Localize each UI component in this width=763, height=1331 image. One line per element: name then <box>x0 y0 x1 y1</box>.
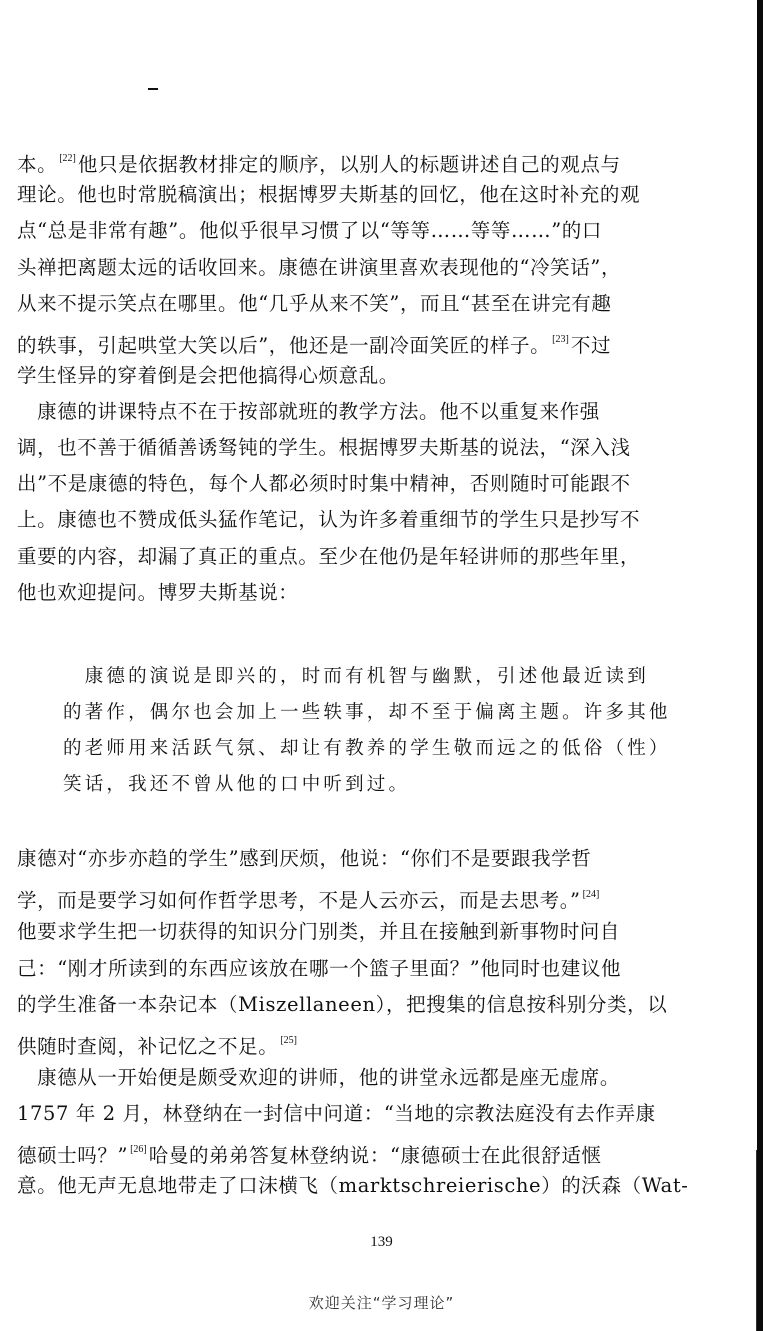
footnote-ref: [26] <box>130 1144 147 1155</box>
text-line: 头禅把离题太远的话收回来。康德在讲演里喜欢表现他的“冷笑话”， <box>17 256 622 279</box>
text-line: 点“总是非常有趣”。他似乎很早习惯了以“等等……等等……”的口 <box>17 219 602 242</box>
scan-edge <box>757 0 763 1331</box>
page-number: 139 <box>370 1234 393 1250</box>
text-line: 供随时查阅，补记忆之不足。 [25] <box>17 1035 297 1058</box>
text-line: 康德从一开始便是颇受欢迎的讲师，他的讲堂永远都是座无虚席。 <box>17 1066 621 1089</box>
text-line: 学生怪异的穿着倒是会把他搞得心烦意乱。 <box>17 364 399 387</box>
text-line: 出”不是康德的特色，每个人都必须时时集中精神，否则随时可能跟不 <box>17 472 631 495</box>
text-line: 他也欢迎提问。博罗夫斯基说： <box>17 581 299 604</box>
text-line: 他要求学生把一切获得的知识分门别类，并且在接触到新事物时问自 <box>17 920 621 943</box>
scan-speck <box>148 88 158 90</box>
text-line: 上。康德也不赞成低头猛作笔记，认为许多着重细节的学生只是抄写不 <box>17 508 641 531</box>
text-line: 1757 年 2 月，林登纳在一封信中问道：“当地的宗教法庭没有去作弄康 <box>17 1102 656 1125</box>
text-line: 理论。他也时常脱稿演出；根据博罗夫斯基的回忆，他在这时补充的观 <box>17 183 641 206</box>
footnote-ref: [23] <box>552 334 569 345</box>
text-line: 德硕士吗？” [26] 哈曼的弟弟答复林登纳说：“康德硕士在此很舒适惬 <box>17 1144 602 1167</box>
text-line: 重要的内容，却漏了真正的重点。至少在他仍是年轻讲师的那些年里， <box>17 545 641 568</box>
text-line: 康德的讲课特点不在于按部就班的教学方法。他不以重复来作强 <box>17 400 600 423</box>
text-line: 本。 [22] 他只是依据教材排定的顺序，以别人的标题讲述自己的观点与 <box>17 153 621 176</box>
footnote-ref: [24] <box>582 889 600 900</box>
quote-line: 的著作，偶尔也会加上一些轶事，却不至于偏离主题。许多其他 <box>63 702 671 723</box>
quote-line: 笑话，我还不曾从他的口中听到过。 <box>63 774 411 795</box>
text-line: 学，而是要学习如何作哲学思考，不是人云亦云，而是去思考。” [24] <box>17 889 600 912</box>
quote-line: 康德的演说是即兴的，时而有机智与幽默，引述他最近读到 <box>63 666 649 687</box>
footnote-ref: [25] <box>280 1035 297 1046</box>
text-line: 意。他无声无息地带走了口沫横飞（marktschreierische）的沃森（Wat- <box>17 1174 689 1197</box>
text-line: 的学生准备一本杂记本（Miszellaneen），把搜集的信息按科别分类，以 <box>17 993 668 1016</box>
text-line: 的轶事，引起哄堂大笑以后”，他还是一副冷面笑匠的样子。 [23] 不过 <box>17 334 612 357</box>
footnote-ref: [22] <box>59 153 76 164</box>
footer-note: 欢迎关注“学习理论” <box>308 1294 455 1312</box>
text-line: 己：“刚才所读到的东西应该放在哪一个篮子里面？”他同时也建议他 <box>17 957 622 980</box>
quote-line: 的老师用来活跃气氛、却让有教养的学生敬而远之的低俗（性） <box>63 738 671 759</box>
text-line: 调，也不善于循循善诱驽钝的学生。根据博罗夫斯基的说法，“深入浅 <box>17 436 631 459</box>
text-line: 从来不提示笑点在哪里。他“几乎从来不笑”，而且“甚至在讲完有趣 <box>17 292 612 315</box>
text-line: 康德对“亦步亦趋的学生”感到厌烦，他说：“你们不是要跟我学哲 <box>17 847 592 870</box>
